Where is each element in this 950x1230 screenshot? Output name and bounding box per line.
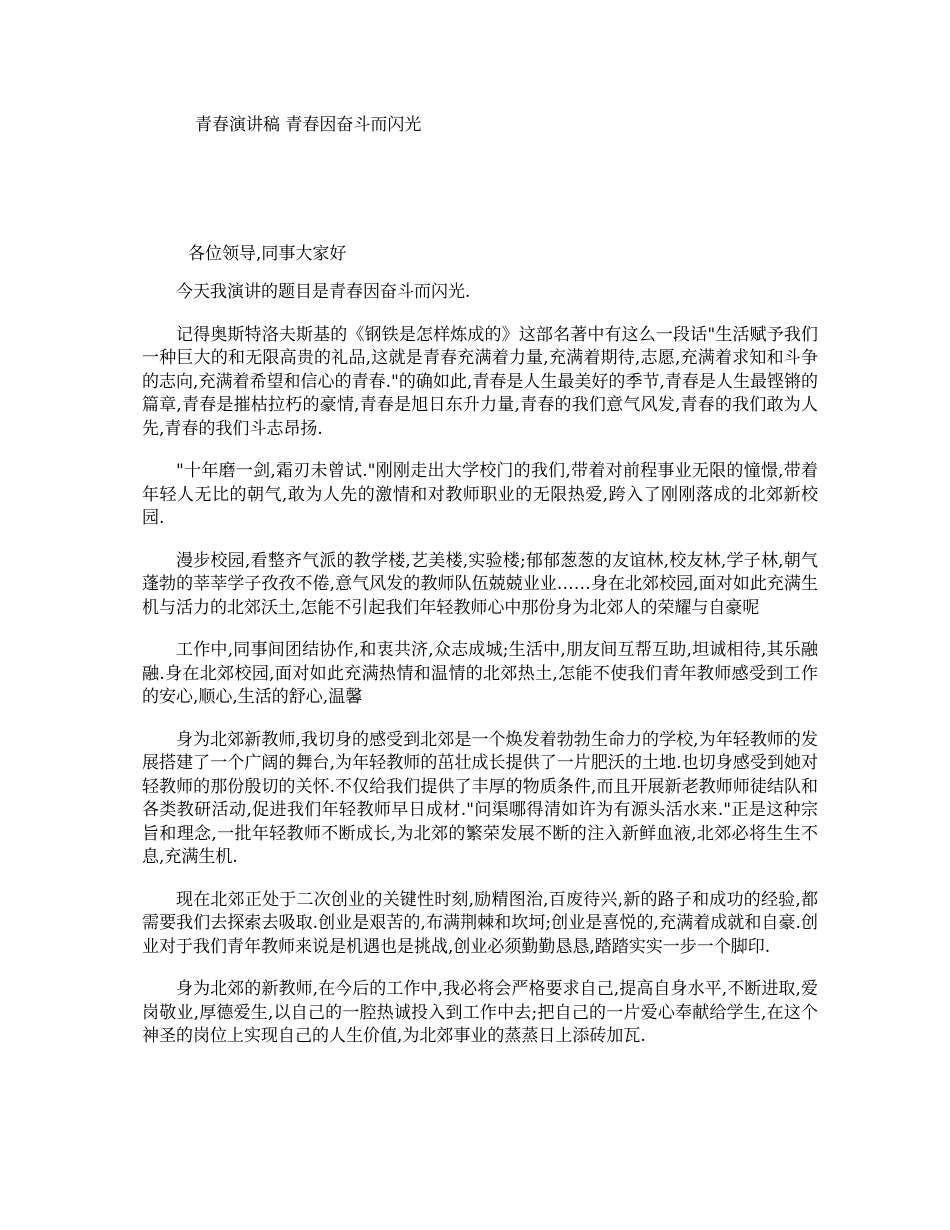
paragraph: 记得奥斯特洛夫斯基的《钢铁是怎样炼成的》这部名著中有这么一段话"生活赋予我们一种巨大的和无限高贵的礼品,这就是青春充满着力量,充满着期待,志愿,充满着求知和斗争的志向,充满着希望和信心的青春."的确如此,青春是人生最美好的季节,青春是人生最铿锵的篇章,青春是摧枯拉朽的豪情,青春是旭日东升力量,青春的我们意气风发,青春的我们敢为人先,青春的我们斗志昂扬. — [142, 324, 818, 439]
document-body — [142, 281, 818, 1068]
paragraph: 工作中,同事间团结协作,和衷共济,众志成城;生活中,朋友间互帮互助,坦诚相待,其乐融融.身在北郊校园,面对如此充满热情和温情的北郊热土,怎能不使我们青年教师感受到工作的安心,顺心,生活的舒心,温馨 — [142, 640, 818, 707]
paragraph: 现在北郊正处于二次创业的关键性时刻,励精图治,百废待兴,新的路子和成功的经验,都需要我们去探索去吸取.创业是艰苦的,布满荆棘和坎坷;创业是喜悦的,充满着成就和自豪.创业对于我们青年教师来说是机遇也是挑战,创业必须勤勤恳恳,踏踏实实一步一个脚印. — [142, 889, 818, 957]
paragraph: 漫步校园,看整齐气派的教学楼,艺美楼,实验楼;郁郁葱葱的友谊林,校友林,学子林,朝气蓬勃的莘莘学子孜孜不倦,意气风发的教师队伍兢兢业业……身在北郊校园,面对如此充满生机与活力的北郊沃土,怎能不引起我们年轻教师心中那份身为北郊人的荣耀与自豪呢 — [142, 550, 818, 618]
greeting: 各位领导,同事大家好 — [188, 244, 347, 264]
paragraph: 身为北郊的新教师,在今后的工作中,我必将会严格要求自己,提高自身水平,不断进取,爱岗敬业,厚德爱生,以自己的一腔热诚投入到工作中去;把自己的一片爱心奉献给学生,在这个神圣的岗位上实现自己的人生价值,为北郊事业的蒸蒸日上添砖加瓦. — [142, 979, 818, 1046]
document-title: 青春演讲稿 青春因奋斗而闪光 — [195, 115, 422, 135]
paragraph: "十年磨一剑,霜刃未曾试."刚刚走出大学校门的我们,带着对前程事业无限的憧憬,带着年轻人无比的朝气,敢为人先的激情和对教师职业的无限热爱,跨入了刚刚落成的北郊新校园. — [142, 461, 818, 528]
paragraph: 今天我演讲的题目是青春因奋斗而闪光. — [176, 282, 471, 302]
paragraph: 身为北郊新教师,我切身的感受到北郊是一个焕发着勃勃生命力的学校,为年轻教师的发展搭建了一个广阔的舞台,为年轻教师的茁壮成长提供了一片肥沃的土地.也切身感受到她对轻教师的那份殷切的关怀.不仅给我们提供了丰厚的物质条件,而且开展新老教师师徒结队和各类教研活动,促进我们年轻教师早日成材."问渠哪得清如许为有源头活水来."正是这种宗旨和理念,一批年轻教师不断成长,为北郊的繁荣发展不断的注入新鲜血液,北郊必将生生不息,充满生机. — [142, 729, 818, 867]
